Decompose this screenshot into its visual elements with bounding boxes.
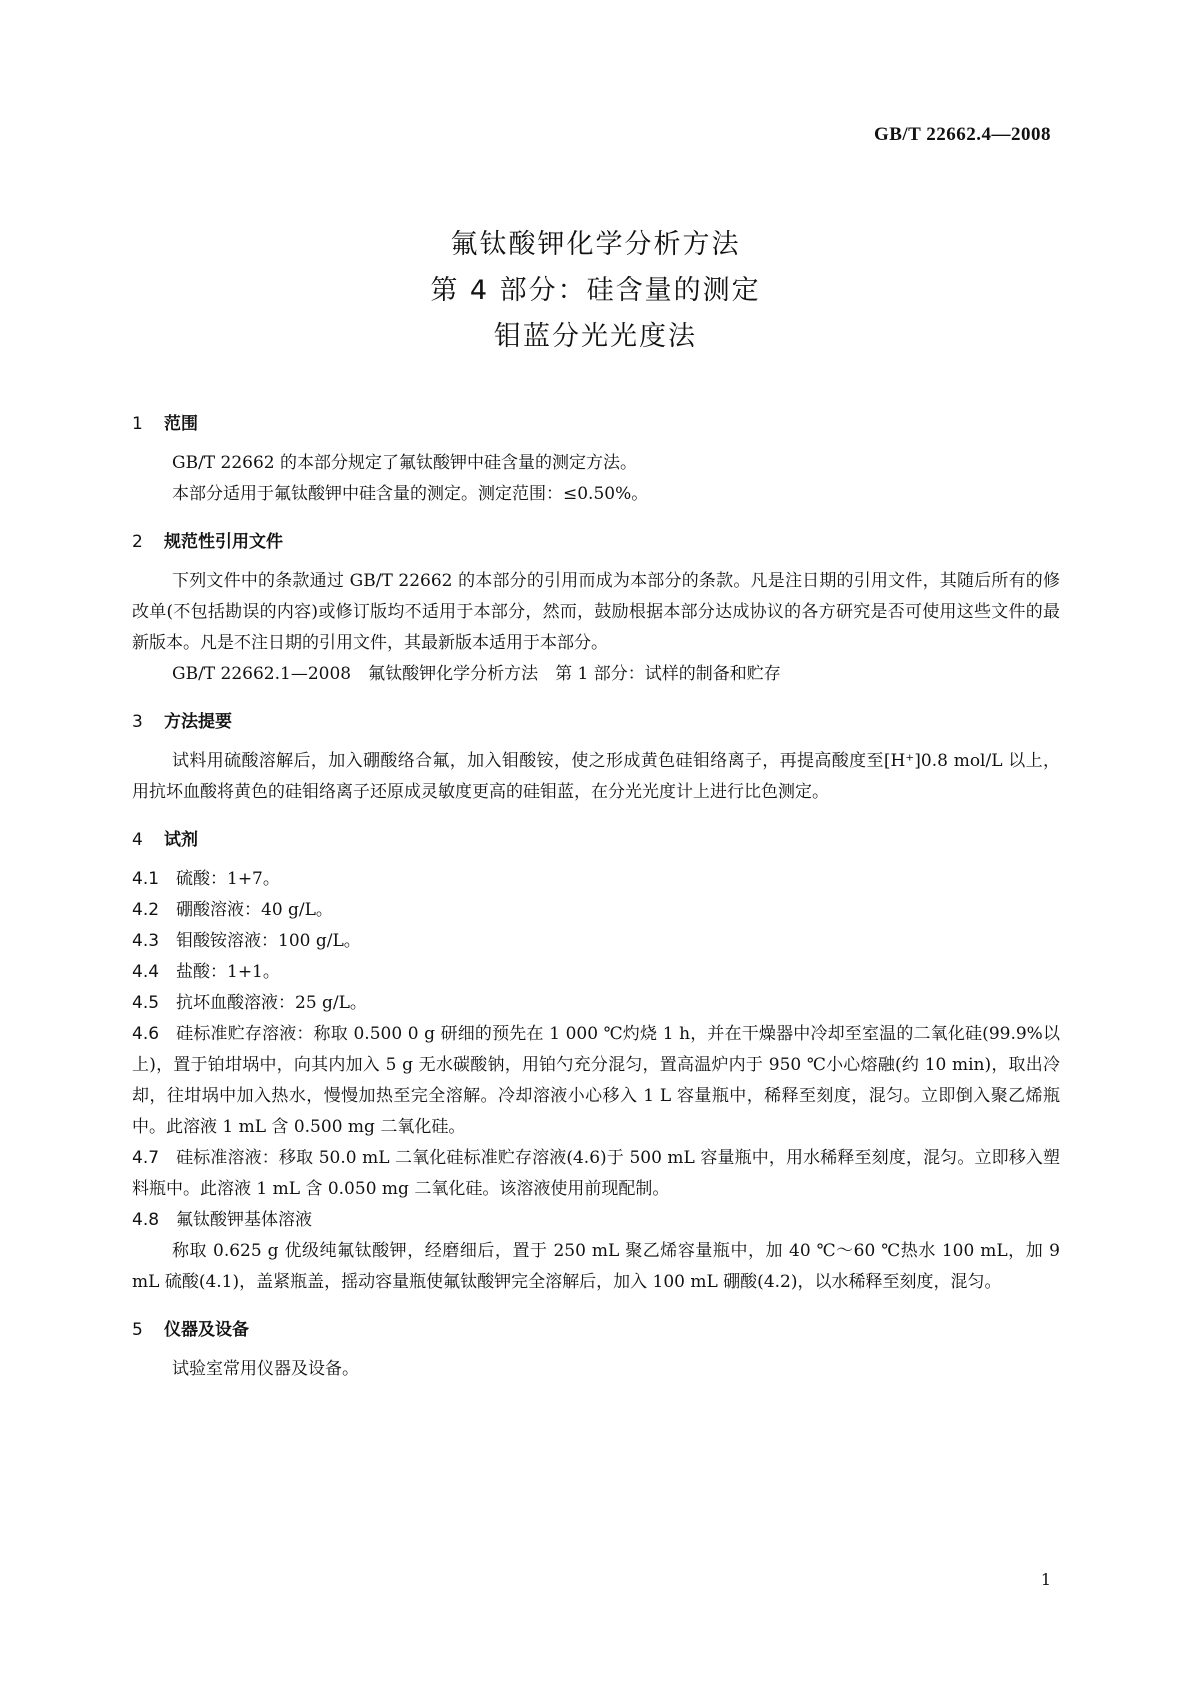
section-2-heading — [132, 528, 1060, 556]
reagent-item — [132, 957, 1060, 988]
item-text: 硼酸溶液：40 g/L。 — [176, 900, 333, 920]
section-number: 1 — [132, 414, 143, 434]
normative-reference: GB/T 22662.1—2008 氟钛酸钾化学分析方法 第 1 部分：试样的制备和贮存 — [172, 664, 781, 684]
section-title: 方法提要 — [164, 712, 232, 732]
standard-code: GB/T 22662.4—2008 — [873, 124, 1051, 145]
section-3-paragraph-1: 试料用硫酸溶解后，加入硼酸络合氟，加入钼酸铵，使之形成黄色硅钼络离子，再提高酸度至[H⁺]0.8 mol/L 以上，用抗坏血酸将黄色的硅钼络离子还原成灵敏度更高的硅钼蓝，在分光光度计上进行比色测定。 — [132, 751, 1060, 802]
reagent-item — [132, 1019, 1060, 1143]
title-line-2: 第 4 部分：硅含量的测定 — [430, 275, 761, 306]
item-text: 抗坏血酸溶液：25 g/L。 — [176, 993, 367, 1013]
section-2-paragraph-1: 下列文件中的条款通过 GB/T 22662 的本部分的引用而成为本部分的条款。凡是注日期的引用文件，其随后所有的修改单(不包括勘误的内容)或修订版均不适用于本部分，然而，鼓励根据本部分达成协议的各方研究是否可使用这些文件的最新版本。凡是不注日期的引用文件，其最新版本适用于本部分。 — [132, 571, 1060, 653]
title-line-1: 氟钛酸钾化学分析方法 — [450, 229, 741, 260]
section-title: 仪器及设备 — [164, 1320, 249, 1340]
section-number: 2 — [132, 532, 143, 552]
section-title: 规范性引用文件 — [164, 532, 283, 552]
reagent-item — [132, 864, 1060, 895]
section-5-heading — [132, 1316, 1060, 1344]
item-number: 4.8 — [132, 1210, 160, 1230]
item-number: 4.3 — [132, 931, 160, 951]
section-title: 范围 — [164, 414, 198, 434]
section-number: 5 — [132, 1320, 143, 1340]
page-number: 1 — [1040, 1570, 1051, 1589]
item-text: 硅标准贮存溶液：称取 0.500 0 g 研细的预先在 1 000 ℃灼烧 1 h，并在干燥器中冷却至室温的二氧化硅(99.9%以上)，置于铂坩埚中，向其内加入 5 g 无水碳酸钠，用铂勺充分混匀，置高温炉内于 950 ℃小心熔融(约 10 min)，取出冷却，往坩埚中加入热水，慢慢加热至完全溶解。冷却溶液小心移入 1 L 容量瓶中，稀释至刻度，混匀。立即倒入聚乙烯瓶中。此溶液 1 mL 含 0.500 mg 二氧化硅。 — [132, 1024, 1060, 1137]
reagent-item-8-body: 称取 0.625 g 优级纯氟钛酸钾，经磨细后，置于 250 mL 聚乙烯容量瓶中，加 40 ℃～60 ℃热水 100 mL，加 9 mL 硫酸(4.1)，盖紧瓶盖，摇动容量瓶使氟钛酸钾完全溶解后，加入 100 mL 硼酸(4.2)，以水稀释至刻度，混匀。 — [132, 1241, 1060, 1292]
section-1-heading — [132, 410, 1060, 438]
item-text: 钼酸铵溶液：100 g/L。 — [176, 931, 361, 951]
item-text: 氟钛酸钾基体溶液 — [176, 1210, 312, 1230]
section-number: 3 — [132, 712, 143, 732]
section-1-paragraph-1: GB/T 22662 的本部分规定了氟钛酸钾中硅含量的测定方法。 — [172, 453, 638, 473]
reagent-item — [132, 1143, 1060, 1205]
item-text: 硅标准溶液：移取 50.0 mL 二氧化硅标准贮存溶液(4.6)于 500 mL 容量瓶中，用水稀释至刻度，混匀。立即移入塑料瓶中。此溶液 1 mL 含 0.050 mg 二氧化硅。该溶液使用前现配制。 — [132, 1148, 1060, 1199]
section-5-paragraph-1: 试验室常用仪器及设备。 — [172, 1359, 359, 1379]
section-number: 4 — [132, 830, 143, 850]
section-1-paragraph-2: 本部分适用于氟钛酸钾中硅含量的测定。测定范围：≤0.50%。 — [172, 484, 649, 504]
item-number: 4.5 — [132, 993, 160, 1013]
document-body — [132, 410, 1060, 1385]
item-number: 4.6 — [132, 1024, 160, 1044]
reagent-item — [132, 988, 1060, 1019]
item-number: 4.1 — [132, 869, 160, 889]
item-text: 盐酸：1+1。 — [176, 962, 280, 982]
document-title — [0, 222, 1191, 360]
item-number: 4.2 — [132, 900, 160, 920]
reagent-item — [132, 1205, 1060, 1236]
section-3-heading — [132, 708, 1060, 736]
section-title: 试剂 — [164, 830, 198, 850]
item-number: 4.7 — [132, 1148, 160, 1168]
item-number: 4.4 — [132, 962, 160, 982]
reagent-item — [132, 895, 1060, 926]
item-text: 硫酸：1+7。 — [176, 869, 280, 889]
section-4-heading — [132, 826, 1060, 854]
reagent-item — [132, 926, 1060, 957]
title-line-3: 钼蓝分光光度法 — [494, 321, 697, 352]
